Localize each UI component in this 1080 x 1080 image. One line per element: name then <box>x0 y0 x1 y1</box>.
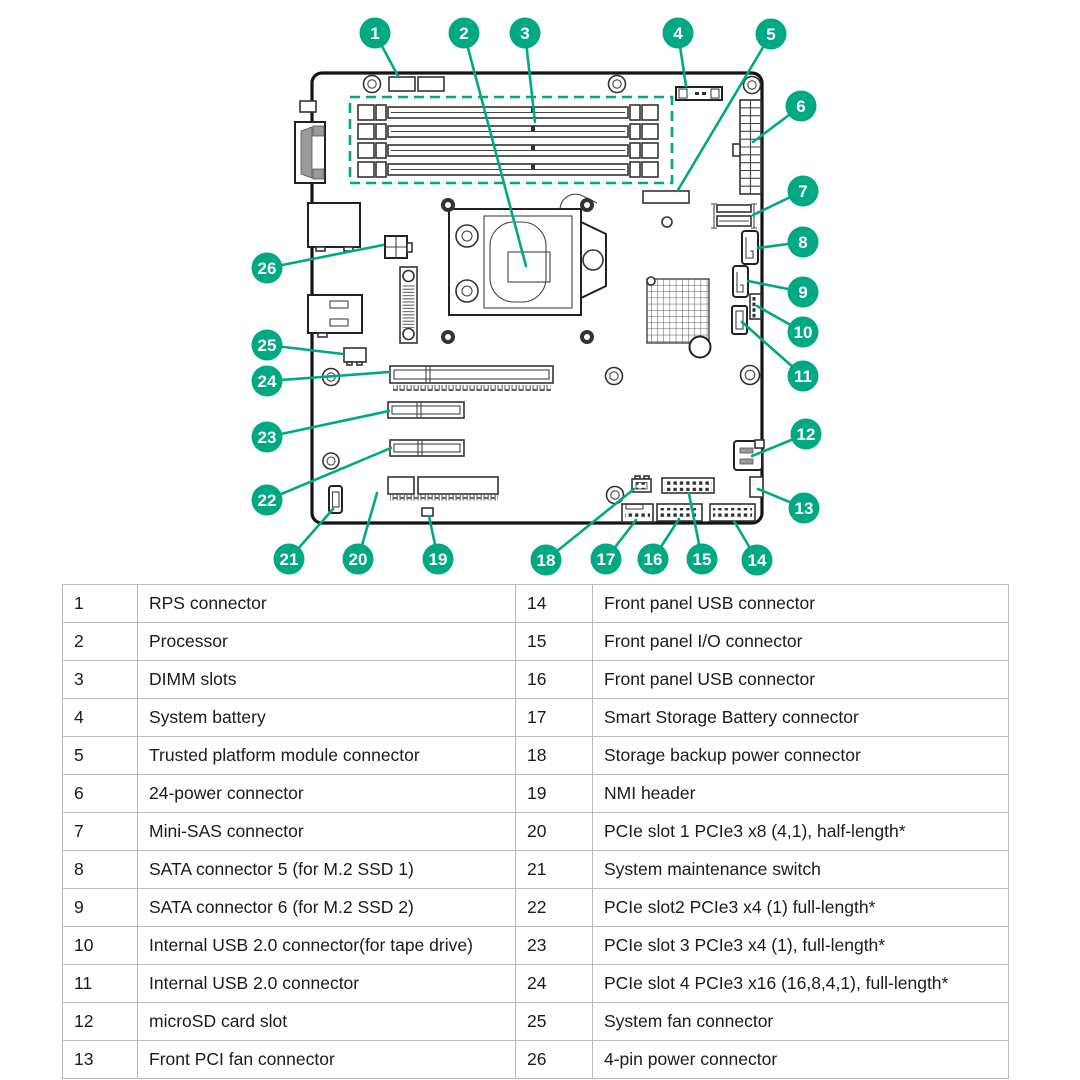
callout-number: 7 <box>798 182 808 201</box>
legend-number-cell: 14 <box>516 585 593 623</box>
callout-number: 20 <box>348 550 368 569</box>
legend-label-cell: PCIe slot 1 PCIe3 x8 (4,1), half-length* <box>593 813 1009 851</box>
legend-number-cell: 4 <box>63 699 138 737</box>
callout-21 <box>274 509 334 575</box>
cooler-hole <box>580 198 594 212</box>
legend-label-cell: SATA connector 5 (for M.2 SSD 1) <box>138 851 516 889</box>
nmi-header <box>422 508 433 516</box>
callout-number: 12 <box>796 425 816 444</box>
dimm-slot <box>358 124 658 139</box>
legend-row <box>63 927 1009 965</box>
legend-number-cell: 6 <box>63 775 138 813</box>
legend-number-cell: 13 <box>63 1041 138 1079</box>
legend-row <box>63 851 1009 889</box>
legend-number-cell: 5 <box>63 737 138 775</box>
legend-label-cell: Internal USB 2.0 connector(for tape drive) <box>138 927 516 965</box>
legend-label-cell: Processor <box>138 623 516 661</box>
legend-label-cell: NMI header <box>593 775 1009 813</box>
callout-10 <box>757 306 819 348</box>
legend-number-cell: 24 <box>516 965 593 1003</box>
lan-port <box>308 203 360 251</box>
legend-label-cell: Front panel USB connector <box>593 661 1009 699</box>
callout-number: 2 <box>459 24 469 43</box>
tpm-connector <box>643 191 689 203</box>
system-battery <box>676 87 722 100</box>
legend-label-cell: 24-power connector <box>138 775 516 813</box>
smart-storage-battery-connector <box>622 504 653 522</box>
legend-label-cell: Trusted platform module connector <box>138 737 516 775</box>
legend-label-cell: Front panel USB connector <box>593 585 1009 623</box>
callout-number: 19 <box>428 550 448 569</box>
legend-label-cell: Front panel I/O connector <box>593 623 1009 661</box>
mounting-hole <box>744 77 761 94</box>
front-panel-usb-connector-14 <box>710 504 755 521</box>
callout-number: 1 <box>370 24 380 43</box>
callout-number: 15 <box>692 550 712 569</box>
mounting-hole <box>323 453 339 469</box>
callout-17 <box>591 520 637 575</box>
legend-label-cell: Mini-SAS connector <box>138 813 516 851</box>
callout-19 <box>423 516 454 575</box>
callout-number: 3 <box>520 24 530 43</box>
legend-row <box>63 813 1009 851</box>
legend-label-cell: microSD card slot <box>138 1003 516 1041</box>
legend-table-body <box>63 585 1009 1079</box>
callout-number: 6 <box>796 97 806 116</box>
legend-row <box>63 1041 1009 1079</box>
sata-connector-6 <box>733 266 748 297</box>
dimm-slot <box>358 143 658 158</box>
pcie-slot-3-x4 <box>388 402 464 418</box>
callout-number: 25 <box>257 336 277 355</box>
callout-number: 4 <box>673 24 683 43</box>
cooler-hole <box>441 330 455 344</box>
sata-connector-5 <box>742 231 758 264</box>
legend-label-cell: System fan connector <box>593 1003 1009 1041</box>
callout-number: 16 <box>643 550 663 569</box>
callout-8 <box>758 227 819 258</box>
legend-number-cell: 20 <box>516 813 593 851</box>
legend-label-cell: System maintenance switch <box>593 851 1009 889</box>
system-fan-connector <box>344 348 366 365</box>
legend-table <box>62 584 1009 1079</box>
callout-number: 22 <box>257 491 277 510</box>
pcie-slot-1-x8 <box>388 477 498 501</box>
legend-number-cell: 11 <box>63 965 138 1003</box>
callout-number: 8 <box>798 233 808 252</box>
legend-row <box>63 889 1009 927</box>
legend-label-cell: PCIe slot 3 PCIe3 x4 (1), full-length* <box>593 927 1009 965</box>
legend-number-cell: 10 <box>63 927 138 965</box>
legend-row <box>63 737 1009 775</box>
legend-row <box>63 1003 1009 1041</box>
front-panel-io-connector <box>662 478 714 493</box>
legend-row <box>63 661 1009 699</box>
pcie-slot-4-x16 <box>390 366 553 391</box>
callout-13 <box>758 489 820 524</box>
callout-16 <box>638 519 680 575</box>
mounting-hole <box>741 366 760 385</box>
callout-number: 9 <box>798 283 808 302</box>
callout-number: 24 <box>257 372 277 391</box>
internal-usb-connector <box>732 306 747 334</box>
callout-number: 11 <box>794 367 812 386</box>
legend-label-cell: Storage backup power connector <box>593 737 1009 775</box>
legend-label-cell: SATA connector 6 (for M.2 SSD 2) <box>138 889 516 927</box>
callout-number: 18 <box>536 551 556 570</box>
legend-number-cell: 25 <box>516 1003 593 1041</box>
legend-number-cell: 8 <box>63 851 138 889</box>
legend-label-cell: PCIe slot2 PCIe3 x4 (1) full-length* <box>593 889 1009 927</box>
mounting-hole <box>609 76 626 93</box>
legend-row <box>63 623 1009 661</box>
legend-label-cell: Internal USB 2.0 connector <box>138 965 516 1003</box>
front-pci-fan-connector <box>750 477 763 497</box>
cooler-hole <box>441 198 455 212</box>
edge-clip <box>300 101 316 112</box>
vrm-heatsink-strip <box>400 267 417 343</box>
legend-number-cell: 26 <box>516 1041 593 1079</box>
legend-row <box>63 965 1009 1003</box>
callout-number: 26 <box>257 259 277 278</box>
legend-number-cell: 22 <box>516 889 593 927</box>
legend-label-cell: System battery <box>138 699 516 737</box>
legend-number-cell: 2 <box>63 623 138 661</box>
callout-number: 13 <box>794 499 814 518</box>
dimm-slot <box>358 162 658 177</box>
pcie-slot-2-x4 <box>390 440 464 456</box>
mini-sas-connector <box>711 204 757 228</box>
legend-row <box>63 775 1009 813</box>
callout-number: 21 <box>279 550 299 569</box>
legend-number-cell: 7 <box>63 813 138 851</box>
legend-label-cell: 4-pin power connector <box>593 1041 1009 1079</box>
usb-stacked-port <box>308 295 362 337</box>
4-pin-power-connector <box>385 236 412 258</box>
legend-number-cell: 16 <box>516 661 593 699</box>
legend-row <box>63 585 1009 623</box>
dimm-slot <box>358 105 658 120</box>
vga-port <box>295 122 325 183</box>
hole <box>662 217 672 227</box>
legend-number-cell: 19 <box>516 775 593 813</box>
legend-number-cell: 21 <box>516 851 593 889</box>
callout-number: 23 <box>257 428 277 447</box>
callout-number: 17 <box>596 550 616 569</box>
legend-label-cell: PCIe slot 4 PCIe3 x16 (16,8,4,1), full-length* <box>593 965 1009 1003</box>
legend-label-cell: DIMM slots <box>138 661 516 699</box>
mounting-hole <box>364 76 381 93</box>
callout-number: 5 <box>766 25 776 44</box>
callout-number: 10 <box>793 323 813 342</box>
legend-row <box>63 699 1009 737</box>
legend-number-cell: 3 <box>63 661 138 699</box>
system-maintenance-switch <box>329 486 342 513</box>
legend-number-cell: 18 <box>516 737 593 775</box>
mounting-hole <box>606 368 623 385</box>
legend-label-cell: Front PCI fan connector <box>138 1041 516 1079</box>
legend-number-cell: 15 <box>516 623 593 661</box>
cooler-hole <box>580 330 594 344</box>
legend-label-cell: Smart Storage Battery connector <box>593 699 1009 737</box>
legend-number-cell: 1 <box>63 585 138 623</box>
legend-number-cell: 17 <box>516 699 593 737</box>
legend-number-cell: 23 <box>516 927 593 965</box>
callout-14 <box>734 521 773 576</box>
legend-label-cell: RPS connector <box>138 585 516 623</box>
callout-number: 14 <box>747 551 767 570</box>
legend-number-cell: 12 <box>63 1003 138 1041</box>
callout-1 <box>360 18 399 77</box>
legend-number-cell: 9 <box>63 889 138 927</box>
microsd-card-slot <box>734 440 764 470</box>
